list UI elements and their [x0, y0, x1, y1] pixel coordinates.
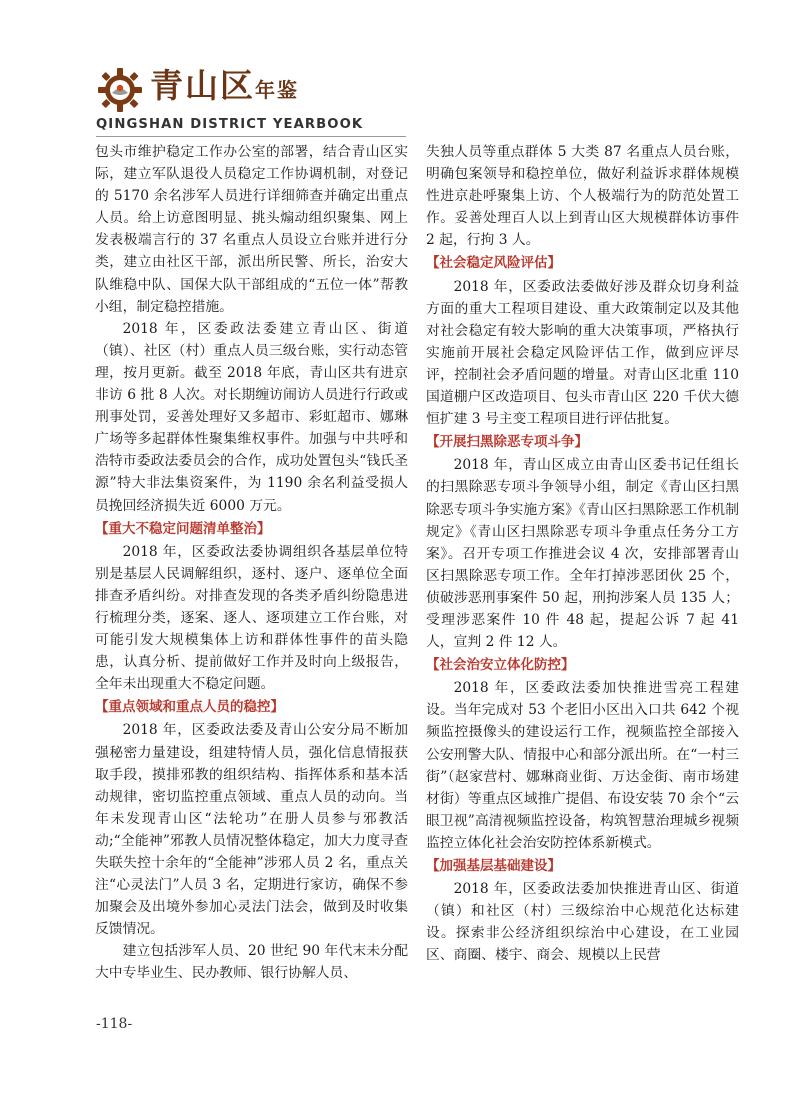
section-heading: 【社会治安立体化防控】: [426, 657, 575, 674]
section-heading: 【重大不稳定问题清单整治】: [95, 520, 271, 537]
paragraph: 失独人员等重点群体 5 大类 87 名重点人员台账，明确包案领导和稳控单位，做好利益诉求群体规模性进京赴呼聚集上访、个人极端行为的防范处置工作。妥善处理百人以上到青山区大规模群体访事件 2 起，行拘 3 人。: [426, 144, 739, 249]
paragraph: 包头市维护稳定工作办公室的部署，结合青山区实际，建立军队退役人员稳定工作协调机制，对登记的 5170 余名涉军人员进行详细筛查并确定出重点人员。给上访意图明显、挑头煽动组织聚集、网上发表极端言行的 37 名重点人员设立台账并进行分类，建立由社区干部，派出所民警、所长，治安大队维稳中队、国保大队干部组成的“五位一体”帮教小组，制定稳控措施。: [95, 144, 408, 315]
section-heading: 【重点领域和重点人员的稳控】: [95, 699, 284, 716]
paragraph: 2018 年，区委政法委协调组织各基层单位特别是基层人民调解组织，逐村、逐户、逐单位全面排查矛盾纠纷。对排查发现的各类矛盾纠纷隐患进行梳理分类，逐案、逐人、逐项建立工作台账，对可能引发大规模集体上访和群体性事件的苗头隐患，认真分析、提前做好工作并及时向上级报告，全年未出现重大不稳定问题。: [95, 543, 408, 693]
paragraph: 2018 年，青山区成立由青山区委书记任组长的扫黑除恶专项斗争领导小组，制定《青山区扫黑除恶专项斗争实施方案》《青山区扫黑除恶工作机制规定》《青山区扫黑除恶专项斗争重点任务分工方案》。召开专项工作推进会议 4 次，安排部署青山区扫黑除恶专项工作。全年打掉涉恶团伙 25 个，侦破涉恶刑事案件 50 起，刑拘涉案人员 135 人；受理涉恶案件 10 件 48 起，提起公诉 7 起 41 人，宣判 2 件 12 人。: [426, 457, 739, 651]
title-main: 青山区: [150, 66, 255, 105]
paragraph: 2018 年，区委政法委加快推进雪亮工程建设。当年完成对 53 个老旧小区出入口共 642 个视频监控摄像头的建设运行工作，视频监控全部接入公安刑警大队、情报中心和部分派出所。在“一村三街”（赵家营村、娜琳商业街、万达金街、南市场建材街）等重点区域推广提倡、布设安装 70 余个“云眼卫视”高清视频监控设备，构筑智慧治理城乡视频监控立体化社会治安防控体系新模式。: [426, 680, 739, 851]
yearbook-subtitle: QINGSHAN DISTRICT YEARBOOK: [96, 117, 364, 132]
paragraph: 建立包括涉军人员、20 世纪 90 年代末未分配大中专毕业生、民办教师、银行协解人员、: [95, 943, 408, 982]
page-number: -118-: [96, 1016, 133, 1032]
section-heading: 【加强基层基础建设】: [426, 858, 561, 874]
paragraph: 2018 年，区委政法委建立青山区、街道（镇）、社区（村）重点人员三级台账，实行动态管理，按月更新。截至 2018 年底，青山区共有进京非访 6 批 8 人次。对长期缠访闹访人员进行行政或刑事处罚，妥善处理好又多超市、彩虹超市、娜琳广场等多起群体性聚集维权事件。加强与中共呼和浩特市委政法委员会的合作，成功处置包头“钱氏圣源”特大非法集资案件，为 1190 余名利益受损人员挽回经济损失近 6000 万元。: [95, 320, 408, 514]
paragraph: 2018 年，区委政法委及青山公安分局不断加强秘密力量建设，组建特情人员，强化信息情报获取手段，摸排邪教的组织结构、指挥体系和基本活动规律，密切监控重点领域、重点人员的动向。当年未发现青山区“法轮功”在册人员参与邪教活动;“全能神”邪教人员情况整体稳定，加大力度寻查失联失控十余年的“全能神”涉邪人员 2 名，重点关注“心灵法门”人员 3 名，定期进行家访，确保不参加聚会及出境外参加心灵法门法会，做到及时收集反馈情况。: [95, 722, 408, 938]
right-column: [426, 141, 739, 966]
gear-sun-emblem-icon: [96, 66, 144, 114]
paragraph: 2018 年，区委政法委做好涉及群众切身利益方面的重大工程项目建设、重大政策制定以及其他对社会稳定有较大影响的重大决策事项，严格执行实施前开展社会稳定风险评估工作，做到应评尽评，控制社会矛盾问题的增量。对青山区北重 110 国道棚户区改造项目、包头市青山区 220 千伏大德恒扩建 3 号主变工程项目进行评估批复。: [426, 278, 739, 428]
page-header: [0, 0, 804, 140]
title-small: 年鉴: [255, 78, 299, 102]
paragraph: 2018 年，区委政法委加快推进青山区、街道（镇）和社区（村）三级综治中心规范化达标建设。探索非公经济组织综治中心建设，在工业园区、商圈、楼宇、商会、规模以上民营: [426, 881, 739, 964]
section-heading: 【开展扫黑除恶专项斗争】: [426, 434, 588, 451]
section-heading: 【社会稳定风险评估】: [426, 255, 561, 272]
left-column: [95, 141, 408, 985]
yearbook-title: [150, 60, 299, 107]
header-divider: [96, 136, 406, 137]
